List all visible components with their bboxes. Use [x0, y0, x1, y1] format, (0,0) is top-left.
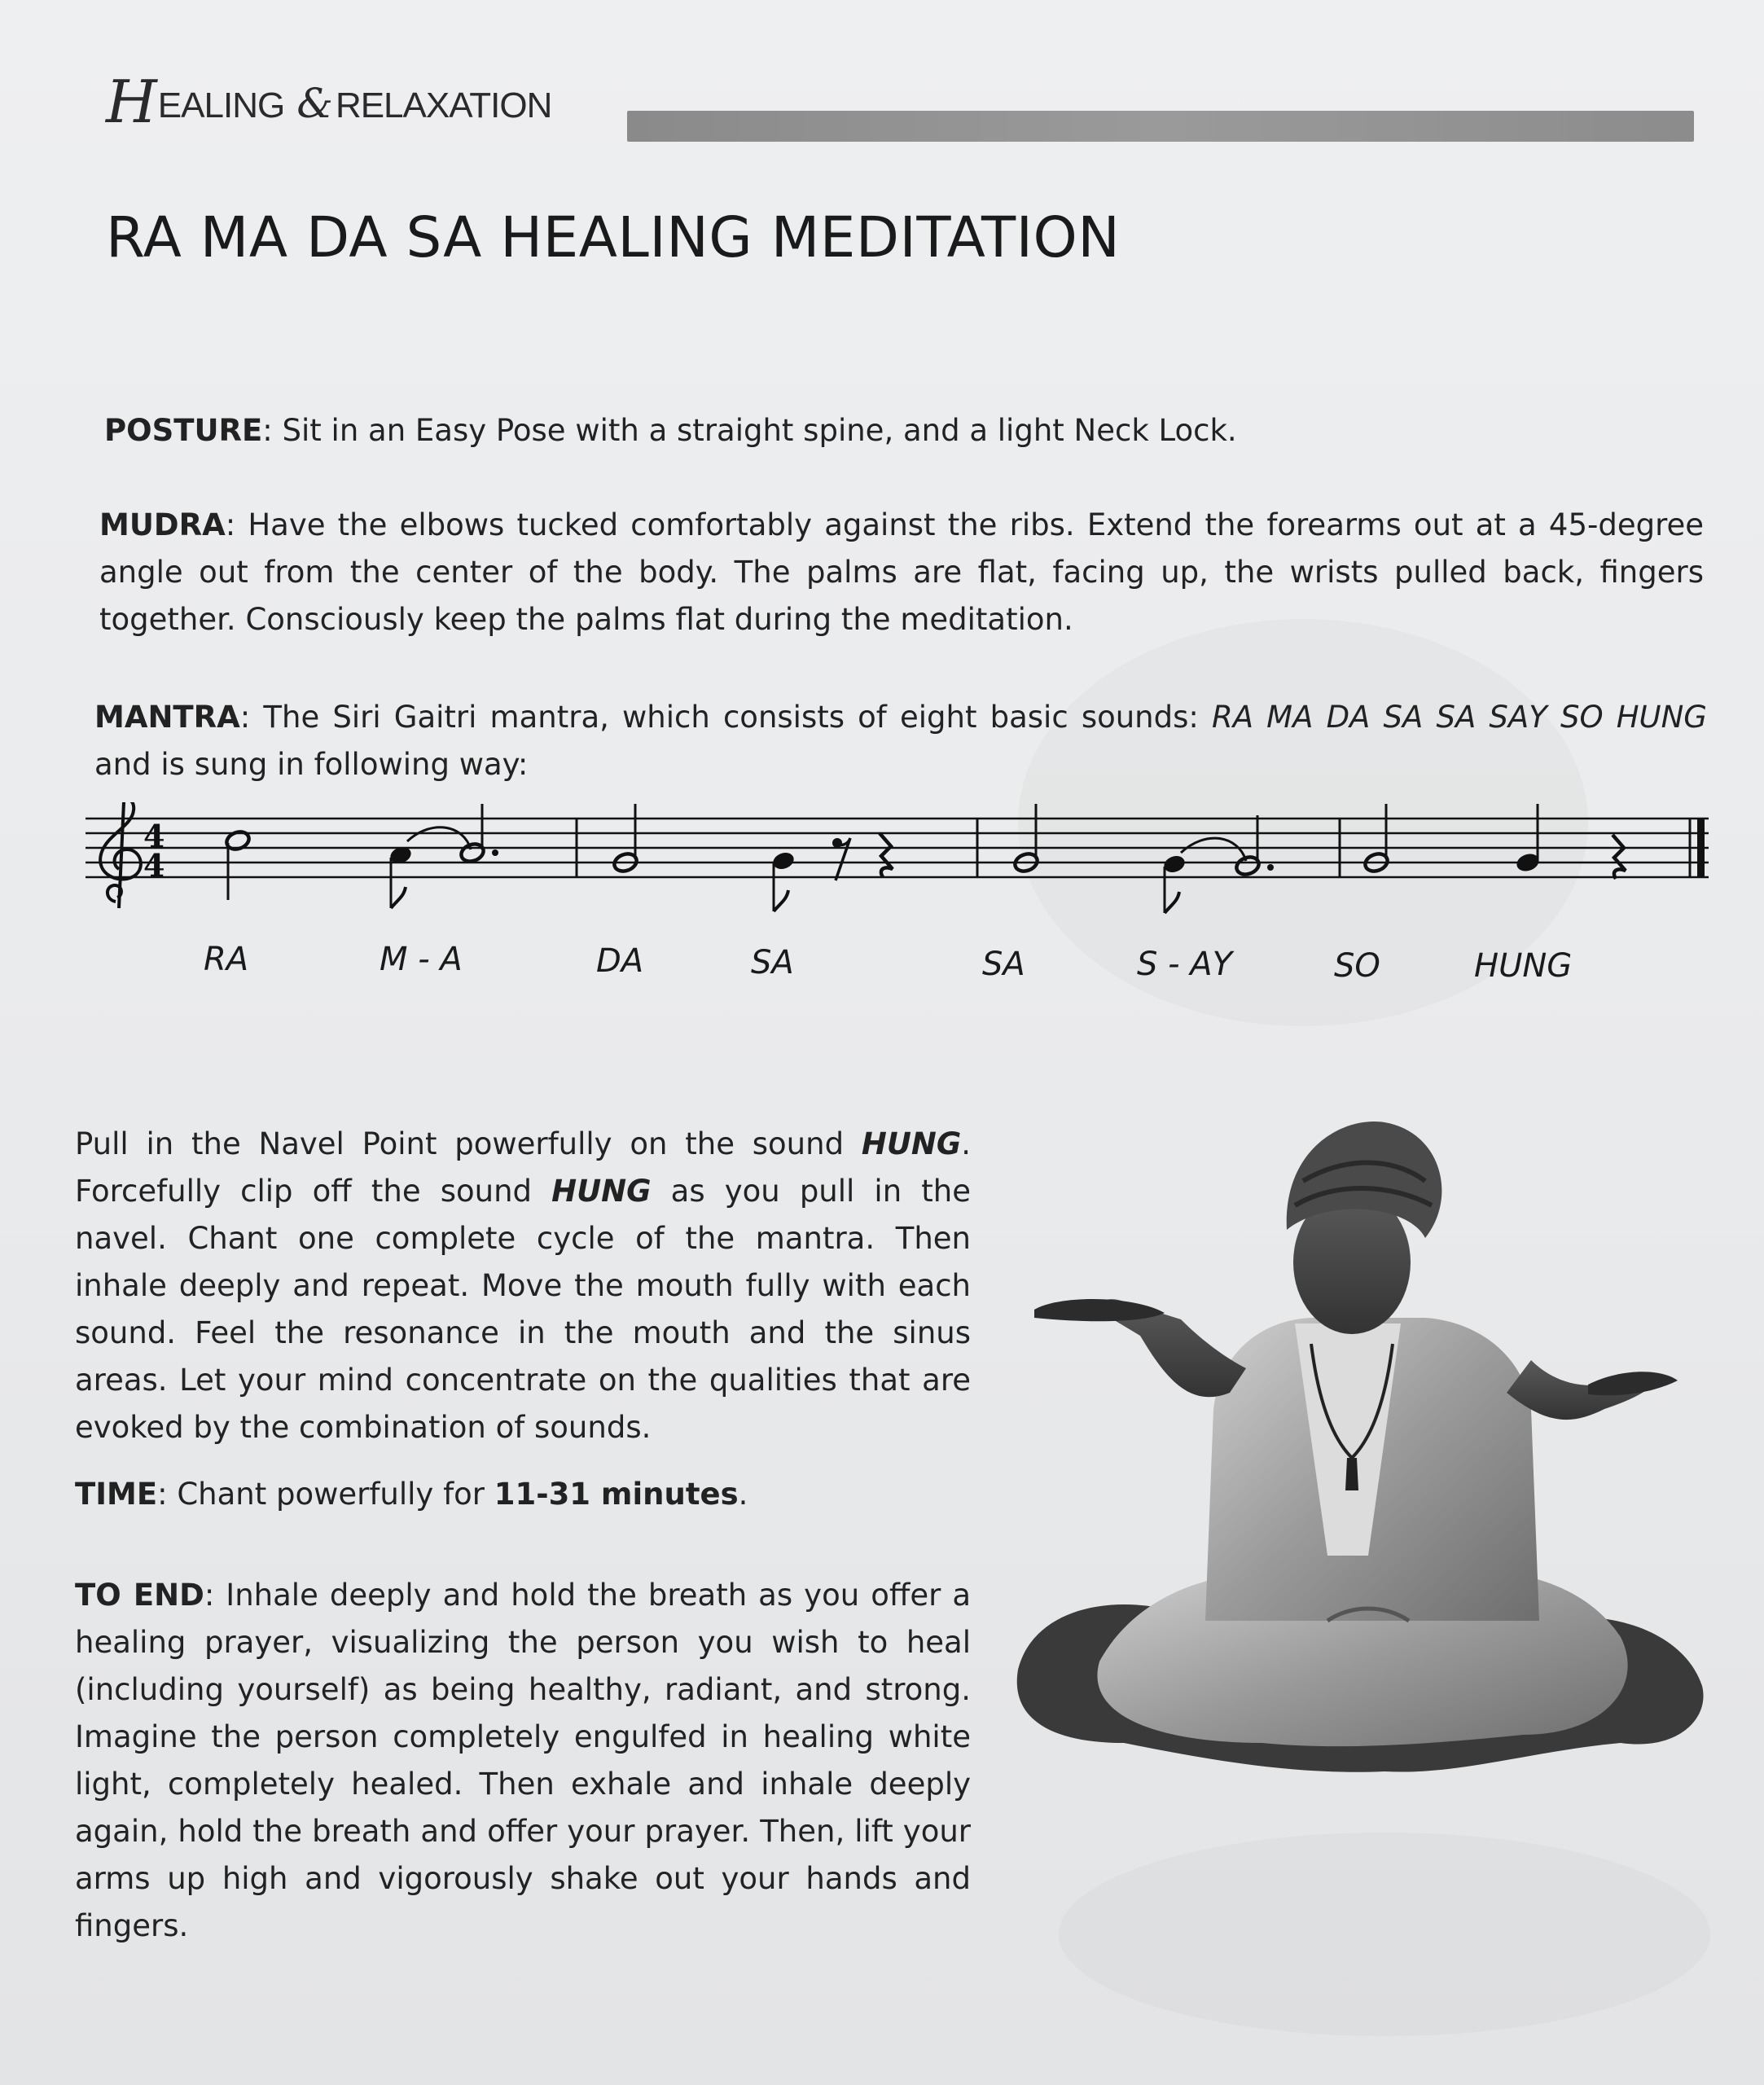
staff-lines [86, 819, 1709, 877]
syllable-da: DA [596, 942, 644, 980]
quarter-rest [880, 833, 893, 877]
syllable-so: SO [1334, 947, 1380, 985]
syllable-ra: RA [204, 941, 249, 978]
mantra-label: MANTRA [94, 700, 240, 735]
to-end-text: : Inhale deeply and hold the breath as you offer a healing prayer, visualizing the person you wish to heal (including yourself) as being healthy, radiant, and strong. Imagine the person completely engulfed in healing white light, completely healed. Then exhale and inhale deeply again, hold the breath and offer your prayer. Then, lift your arms up high and vigorously shake out your hands and fingers. [75, 1578, 971, 1943]
section-label-initial: H [106, 68, 156, 136]
right-palm [1588, 1372, 1678, 1395]
posture-text: : Sit in an Easy Pose with a straight spine, and a light Neck Lock. [262, 413, 1237, 448]
mantra-paragraph [94, 694, 1707, 788]
page-title: RA MA DA SA HEALING MEDITATION [106, 205, 1121, 270]
note-so [1362, 804, 1389, 874]
syllable-sa2: SA [982, 946, 1025, 983]
tie-ma [407, 827, 471, 849]
eighth-rest [832, 838, 850, 880]
note-say-dotted [1234, 815, 1274, 877]
tie-say [1181, 838, 1246, 861]
to-end-label: TO END [75, 1578, 204, 1613]
mantra-sounds: RA MA DA SA SA SAY SO HUNG [1212, 700, 1707, 735]
mantra-text: : The Siri Gaitri mantra, which consists of eight basic sounds: [239, 700, 1213, 735]
time-text: : Chant powerfully for [157, 1477, 494, 1512]
mantra-text-end: and is sung in following way: [94, 747, 529, 782]
bleed-through-shade [1059, 1833, 1710, 2036]
note-sa-eighth [771, 850, 796, 911]
note-say-eighth [1162, 854, 1187, 913]
music-notation [81, 802, 1710, 998]
note-sa-second [1012, 804, 1039, 874]
left-palm [1034, 1299, 1165, 1321]
section-label-word2: RELAXATION [335, 86, 552, 125]
time-label: TIME [75, 1477, 158, 1512]
mudra-label: MUDRA [99, 507, 226, 542]
navel-text-1: Pull in the Navel Point powerfully on the sound [75, 1126, 862, 1161]
navel-word-hung-2: HUNG [551, 1174, 652, 1209]
pendant [1345, 1458, 1358, 1490]
posture-label: POSTURE [104, 413, 263, 448]
syllable-say: S - AY [1137, 946, 1233, 983]
section-label-word1: EALING [157, 86, 285, 125]
meditation-figure-illustration [1002, 1100, 1718, 1849]
posture-paragraph [104, 407, 1692, 454]
to-end-paragraph [75, 1572, 971, 1950]
navel-paragraph [75, 1121, 971, 1451]
note-ra [224, 829, 251, 900]
mudra-paragraph [99, 502, 1704, 643]
time-signature-bottom: 4 [143, 847, 165, 884]
time-paragraph [75, 1471, 971, 1518]
time-signature-top: 4 [143, 818, 165, 854]
syllable-sa: SA [751, 944, 794, 981]
final-barline [1697, 819, 1705, 877]
navel-text-2: . Forcefully clip off the sound [75, 1126, 971, 1209]
time-duration: 11-31 minutes [494, 1477, 739, 1512]
header-rule-bar [627, 111, 1694, 142]
mudra-text: : Have the elbows tucked comfortably against the ribs. Extend the forearms out at a 45-degree angle out from the center of the body. The palms are flat, facing up, the wrists pulled back, fingers together. Consciously keep the palms flat during the meditation. [99, 507, 1704, 637]
syllable-hung: HUNG [1474, 947, 1573, 985]
navel-text-3: as you pull in the navel. Chant one complete cycle of the mantra. Then inhale deeply and repeat. Move the mouth fully with each sound. Feel the resonance in the mouth and the sinus areas. Let your mind concentrate on the qualities that are evoked by the combination of sounds. [75, 1174, 971, 1445]
section-label-ampersand: & [296, 80, 332, 127]
note-hung [1514, 804, 1541, 874]
section-label [106, 68, 552, 136]
syllable-ma: M - A [380, 941, 463, 978]
note-da [612, 804, 638, 874]
time-end: . [738, 1477, 748, 1512]
section-header [106, 64, 1735, 153]
quarter-rest-end [1613, 835, 1626, 879]
navel-word-hung: HUNG [861, 1126, 962, 1161]
